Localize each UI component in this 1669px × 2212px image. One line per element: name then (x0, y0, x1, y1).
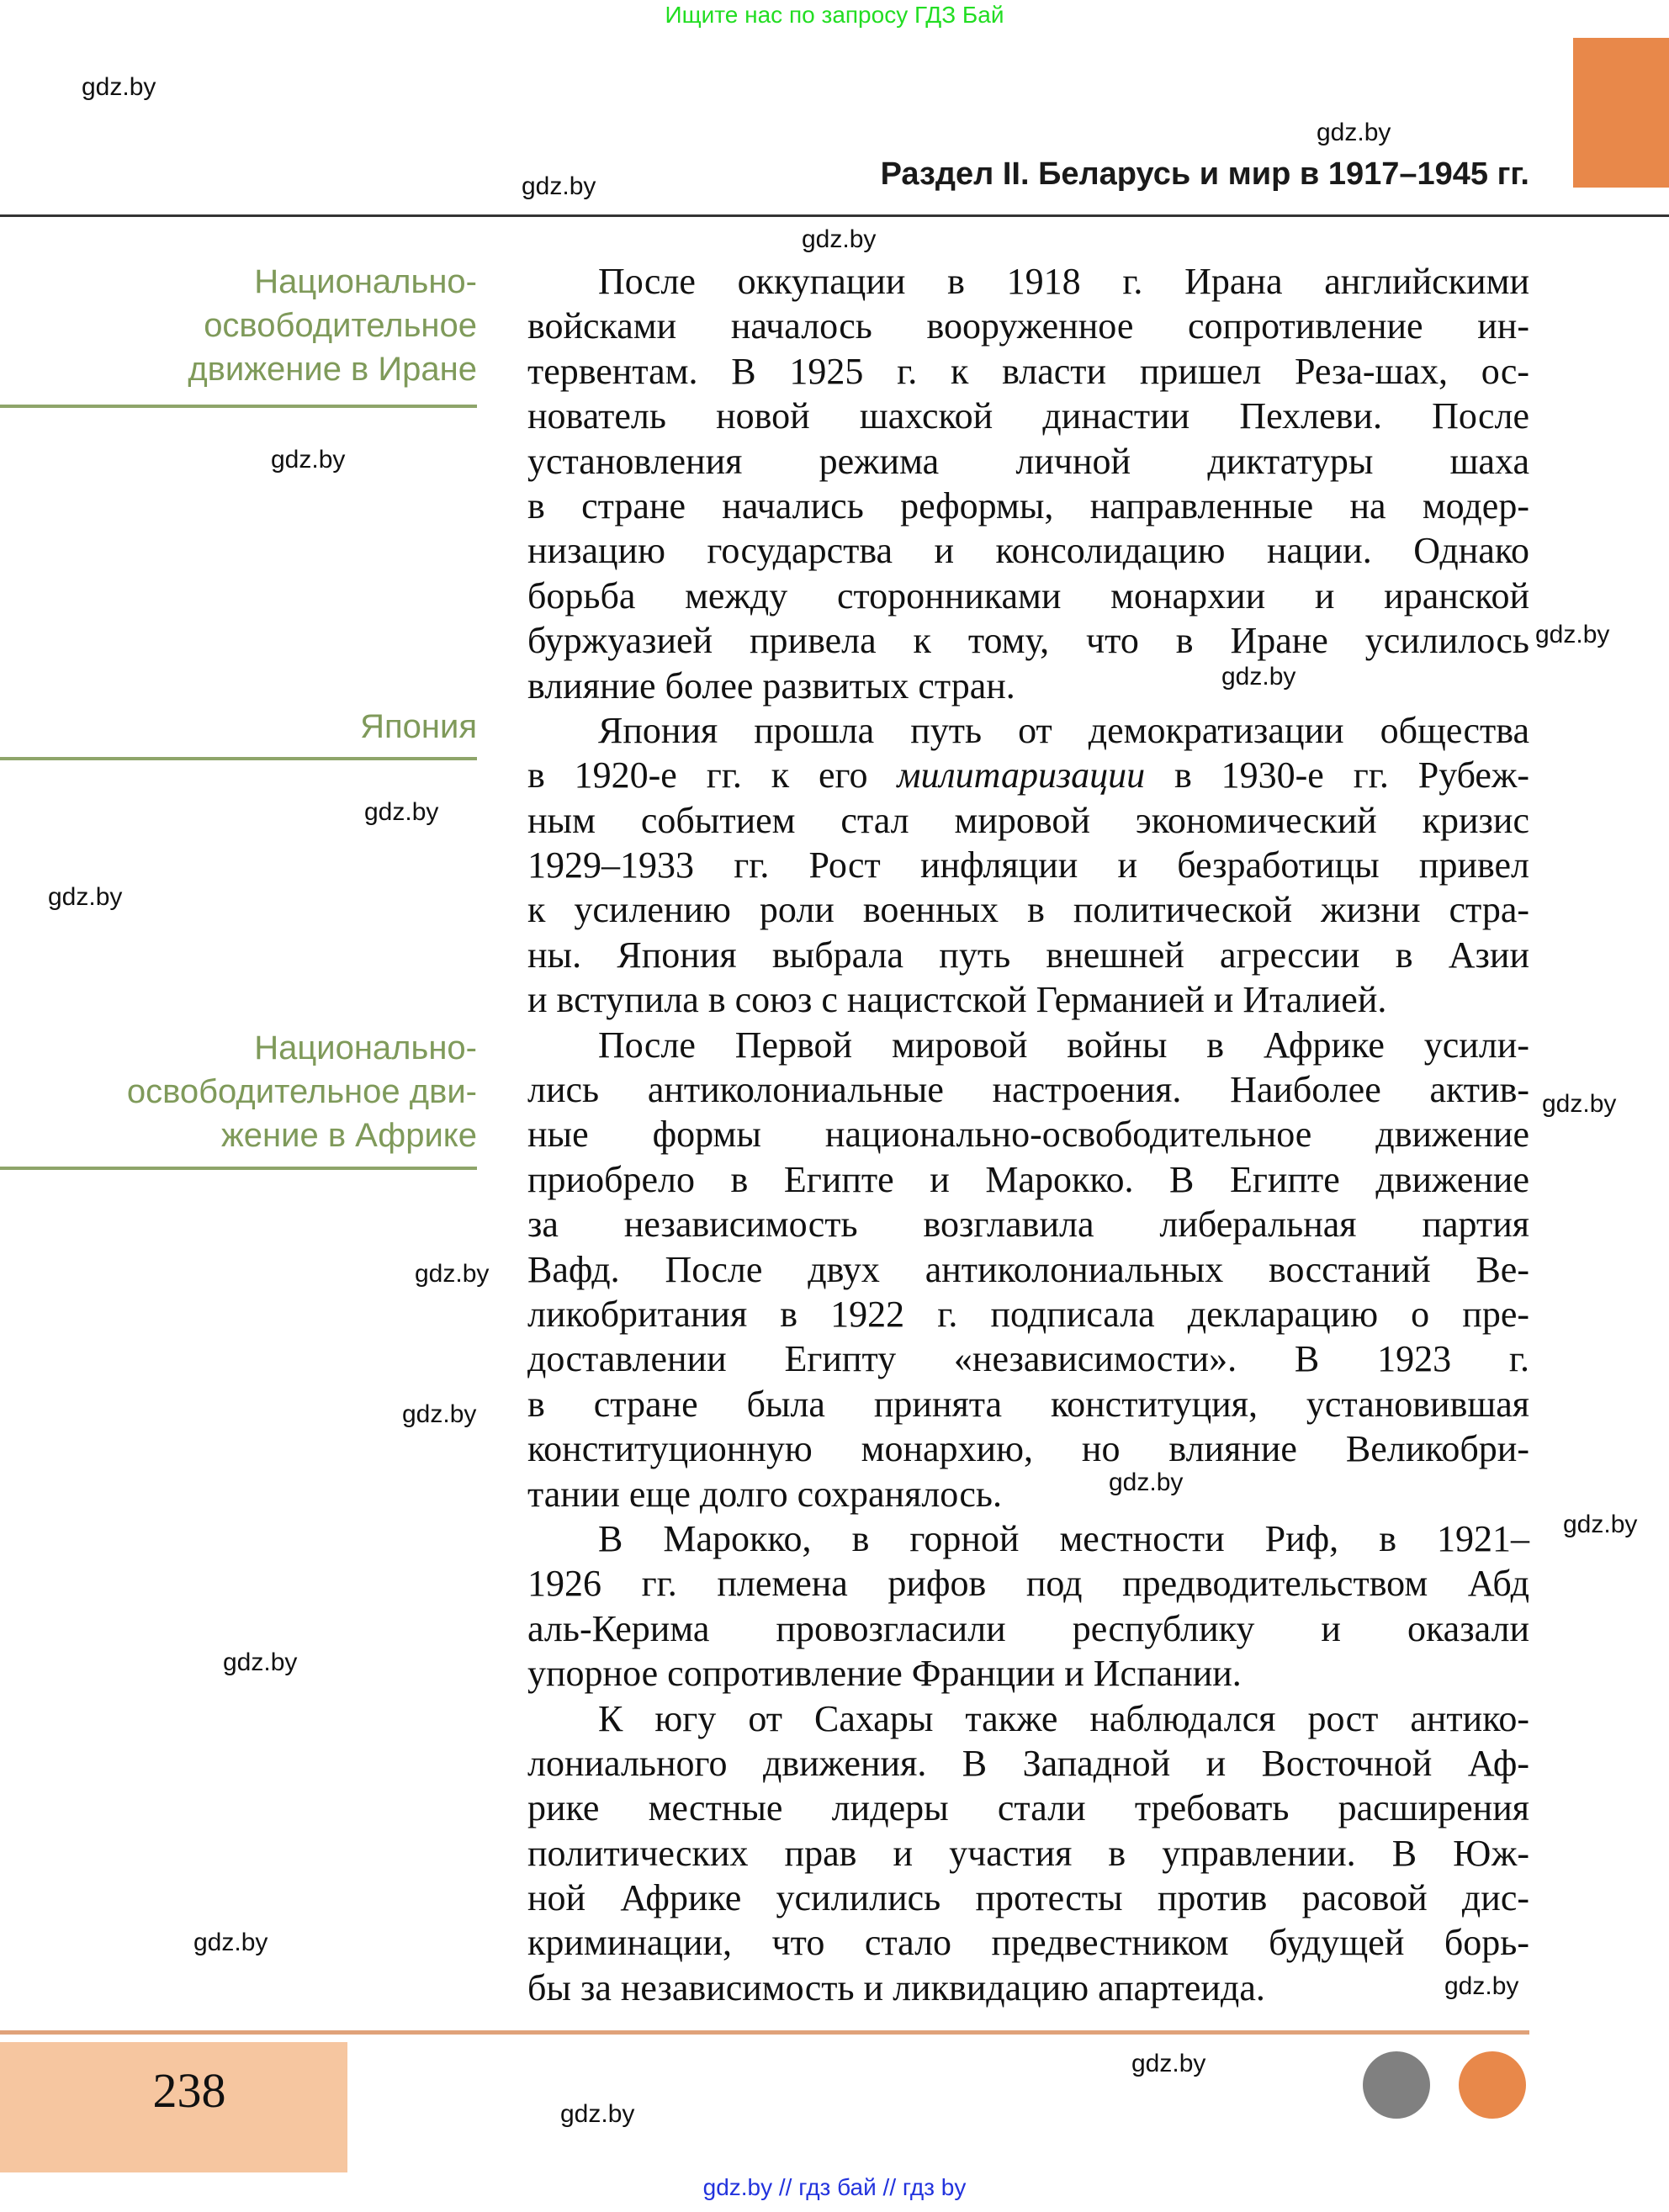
watermark: gdz.by (1109, 1468, 1184, 1496)
side-heading-line: освободительное (204, 307, 477, 344)
body-text (527, 259, 1529, 2010)
text-line: буржуазией привела к тому, что в Иране усилилось (527, 620, 1529, 662)
heading-divider (0, 757, 477, 760)
orange-dot-icon (1459, 2051, 1526, 2119)
text-line: ные формы национально-освободительное движение (527, 1114, 1529, 1156)
text-line: приобрело в Египте и Марокко. В Египте движение (527, 1158, 1529, 1200)
watermark: gdz.by (1444, 1972, 1519, 2000)
paragraph (527, 1696, 1529, 2011)
bottom-banner: gdz.by // гдз бай // гдз by (702, 2174, 967, 2200)
text-line: Вафд. После двух антиколониальных восстаний Ве- (527, 1248, 1529, 1290)
text-line: тании еще долго сохранялось. (527, 1473, 1002, 1515)
watermark: gdz.by (1535, 621, 1610, 648)
text-line: В Марокко, в горной местности Риф, в 1921– (598, 1517, 1529, 1559)
text-line: к усилению роли военных в политической жизни стра- (527, 889, 1529, 931)
section-color-tab (1573, 38, 1669, 188)
text-line: лись антиколониальные настроения. Наиболее актив- (527, 1069, 1529, 1111)
paragraph (527, 1023, 1529, 1516)
text-line: нователь новой шахской династии Пехлеви. После (527, 395, 1529, 437)
watermark: gdz.by (1131, 2050, 1206, 2077)
text-line: тервентам. В 1925 г. к власти пришел Реза-шах, ос- (527, 350, 1529, 392)
watermark: gdz.by (271, 446, 346, 474)
watermark: gdz.by (802, 225, 877, 253)
side-heading (360, 705, 477, 749)
text-line (527, 753, 1529, 797)
text-line: и вступила в союз с нацистской Германией и Италией. (527, 979, 1387, 1021)
text-line: 1929–1933 гг. Рост инфляции и безработицы привел (527, 844, 1529, 886)
text-line: в стране была принята конституция, установившая (527, 1383, 1529, 1425)
text-line: влияние более развитых стран. (527, 664, 1015, 706)
side-heading (188, 260, 477, 391)
watermark: gdz.by (560, 2100, 635, 2128)
side-heading-line: Национально- (254, 1029, 477, 1066)
text-line: рике местные лидеры стали требовать расширения (527, 1787, 1529, 1829)
watermark: gdz.by (1563, 1511, 1638, 1538)
watermark: gdz.by (1542, 1090, 1617, 1118)
italic-term: милитаризации (897, 754, 1146, 796)
footer-divider (0, 2030, 1529, 2035)
text-line: лониального движения. В Западной и Восточной Аф- (527, 1742, 1529, 1784)
text-line: конституционную монархию, но влияние Великобри- (527, 1428, 1529, 1470)
text-line: К югу от Сахары также наблюдался рост антико- (598, 1697, 1529, 1739)
watermark: gdz.by (48, 883, 123, 911)
side-heading (127, 1026, 477, 1157)
text-line: за независимость возглавила либеральная партия (527, 1204, 1529, 1246)
watermark: gdz.by (1317, 119, 1391, 146)
paragraph (527, 1516, 1529, 1696)
text-line: в стране начались реформы, направленные на модер- (527, 484, 1529, 527)
text-line: борьба между сторонниками монархии и иранской (527, 574, 1529, 617)
text-line: Япония прошла путь от демократизации общества (598, 709, 1529, 751)
side-heading-line: Япония (360, 708, 477, 745)
text-line: установления режима личной диктатуры шаха (527, 440, 1529, 482)
text-line: ным событием стал мировой экономический кризис (527, 799, 1529, 841)
paragraph (527, 259, 1529, 708)
side-heading-line: жение в Африке (221, 1117, 477, 1154)
watermark: gdz.by (1221, 663, 1296, 691)
text-fragment: в 1920-е гг. к его (527, 754, 898, 796)
watermark: gdz.by (415, 1260, 490, 1288)
text-line: войсками началось вооруженное сопротивление ин- (527, 305, 1529, 347)
page-number: 238 (152, 2063, 226, 2118)
watermark: gdz.by (82, 73, 156, 101)
paragraph (527, 708, 1529, 1023)
side-heading-line: освободительное дви- (126, 1073, 477, 1110)
text-line: криминации, что стало предвестником будущей борь- (527, 1922, 1529, 1964)
side-heading-line: Национально- (254, 263, 477, 300)
header-divider (0, 214, 1669, 217)
text-fragment: в 1930-е гг. Рубеж- (1145, 754, 1529, 796)
heading-divider (0, 1167, 477, 1170)
top-banner: Ищите нас по запросу ГДЗ Бай (665, 2, 1004, 28)
text-line: аль-Керима провозгласили республику и оказали (527, 1607, 1529, 1649)
text-line: После оккупации в 1918 г. Ирана английскими (598, 261, 1529, 302)
text-line: После Первой мировой войны в Африке усили- (598, 1024, 1529, 1066)
side-heading-line: движение в Иране (188, 351, 477, 388)
text-line: ной Африке усилились протесты против расовой дис- (527, 1877, 1529, 1919)
section-title: Раздел II. Беларусь и мир в 1917–1945 гг. (880, 156, 1529, 192)
text-line: бы за независимость и ликвидацию апартеида. (527, 1966, 1265, 2008)
text-line: ликобритания в 1922 г. подписала декларацию о пре- (527, 1293, 1529, 1335)
watermark: gdz.by (402, 1400, 477, 1428)
text-line: низацию государства и консолидацию нации. Однако (527, 530, 1529, 572)
text-line: доставлении Египту «независимости». В 1923 г. (527, 1338, 1529, 1380)
text-line: 1926 гг. племена рифов под предводительством Абд (527, 1563, 1529, 1605)
text-line: политических прав и участия в управлении. В Юж- (527, 1832, 1529, 1874)
text-line: упорное сопротивление Франции и Испании. (527, 1653, 1242, 1695)
heading-divider (0, 405, 477, 408)
gray-dot-icon (1363, 2051, 1430, 2119)
watermark: gdz.by (522, 172, 596, 200)
watermark: gdz.by (193, 1929, 268, 1956)
text-line: ны. Япония выбрала путь внешней агрессии в Азии (527, 934, 1529, 976)
watermark: gdz.by (223, 1648, 298, 1676)
watermark: gdz.by (364, 798, 439, 826)
